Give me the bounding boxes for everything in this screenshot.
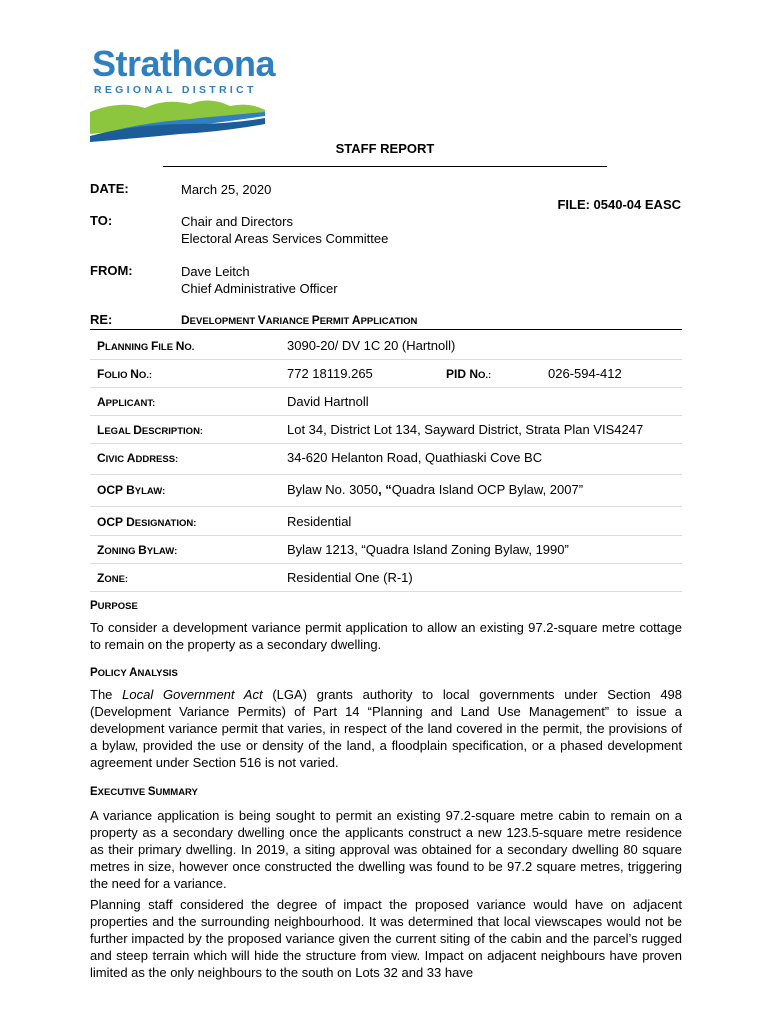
folio-label: FOLIO NO.:	[97, 367, 153, 381]
folio-value: 772 18119.265	[287, 366, 373, 381]
ocp-designation-value: Residential	[287, 514, 352, 529]
table-row-divider	[90, 443, 682, 444]
applicant-value: David Hartnoll	[287, 394, 369, 409]
ocp-bylaw-value: Bylaw No. 3050, “Quadra Island OCP Bylaw, 2007”	[287, 482, 584, 497]
to-line-1: Chair and Directors	[181, 214, 293, 229]
zoning-bylaw-value: Bylaw 1213, “Quadra Island Zoning Bylaw, 1990”	[287, 542, 569, 557]
legal-description-value: Lot 34, District Lot 134, Sayward District, Strata Plan VIS4247	[287, 422, 644, 437]
report-title: STAFF REPORT	[335, 141, 435, 156]
pid-label: PID NO.:	[446, 367, 492, 381]
purpose-heading: PURPOSE	[90, 600, 138, 612]
logo-name: Strathcona	[92, 43, 276, 84]
strathcona-logo	[90, 43, 276, 144]
logo-subtitle: REGIONAL DISTRICT	[94, 84, 257, 96]
title-rule	[163, 166, 607, 167]
executive-summary-paragraph-2: Planning staff considered the degree of impact the proposed variance would have on adjacent properties and the surrounding neighbourhood. It was determined that local viewscapes would not be further impacted by the proposed variance given the current siting of the cabin and the parcel’s rugged and steep terrain which will hide the structure from view. Impact on adjacent neighbours have proven limited as the only neighbours to the south on Lots 32 and 33 have	[90, 897, 682, 980]
table-row-divider	[90, 415, 682, 416]
table-row-divider	[90, 563, 682, 564]
date-value: March 25, 2020	[181, 182, 272, 197]
executive-summary-paragraph-1: A variance application is being sought to permit an existing 97.2-square metre cabin to remain on a property as a secondary dwelling once the applicants construct a new 123.5-square metre residence as their primary dwelling. In 2019, a siting approval was obtained for a secondary dwelling 80 square metres in size, however once constructed the dwelling was found to be 97.2 square metres, triggering the need for a variance.	[90, 808, 682, 891]
from-label: FROM:	[90, 263, 133, 278]
table-row-divider	[90, 359, 682, 360]
ocp-bylaw-label: OCP BYLAW:	[97, 483, 166, 497]
table-row-divider	[90, 474, 682, 475]
policy-analysis-text: The Local Government Act (LGA) grants authority to local governments under Section 498 (Development Variance Permits) of Part 14 “Planning and Land Use Management” to issue a development variance permit that varies, in respect of the land covered in the permit, the provisions of a bylaw, provided the use or density of the land, a floodplain specification, or a phased development agreement under Section 516 is not varied.	[90, 687, 683, 770]
landscape-emblem-icon	[90, 94, 270, 144]
table-row-divider	[90, 387, 682, 388]
date-label: DATE:	[90, 181, 129, 196]
purpose-text: To consider a development variance permit application to allow an existing 97.2-square metre cottage to remain on the property as a secondary dwelling.	[90, 620, 682, 652]
re-rule	[90, 329, 682, 330]
zoning-bylaw-label: ZONING BYLAW:	[97, 543, 178, 557]
table-row-divider	[90, 535, 682, 536]
executive-summary-heading: EXECUTIVE SUMMARY	[90, 786, 198, 798]
planning-file-label: PLANNING FILE NO.	[97, 339, 195, 353]
file-number: FILE: 0540-04 EASC	[557, 197, 681, 212]
to-label: TO:	[90, 213, 113, 228]
pid-value: 026-594-412	[548, 366, 622, 381]
from-line-1: Dave Leitch	[181, 264, 250, 279]
planning-file-value: 3090-20/ DV 1C 20 (Hartnoll)	[287, 338, 456, 353]
civic-address-value: 34-620 Helanton Road, Quathiaski Cove BC	[287, 450, 543, 465]
policy-analysis-heading: POLICY ANALYSIS	[90, 667, 178, 679]
re-value: DEVELOPMENT VARIANCE PERMIT APPLICATION	[181, 313, 418, 327]
ocp-designation-label: OCP DESIGNATION:	[97, 515, 197, 529]
applicant-label: APPLICANT:	[97, 395, 156, 409]
table-row-divider	[90, 506, 682, 507]
zone-value: Residential One (R-1)	[287, 570, 413, 585]
legal-description-label: LEGAL DESCRIPTION:	[97, 423, 204, 437]
from-line-2: Chief Administrative Officer	[181, 281, 338, 296]
zone-label: ZONE:	[97, 571, 129, 585]
to-line-2: Electoral Areas Services Committee	[181, 231, 389, 246]
civic-address-label: CIVIC ADDRESS:	[97, 451, 179, 465]
re-label: RE:	[90, 312, 113, 327]
table-row-divider	[90, 591, 682, 592]
